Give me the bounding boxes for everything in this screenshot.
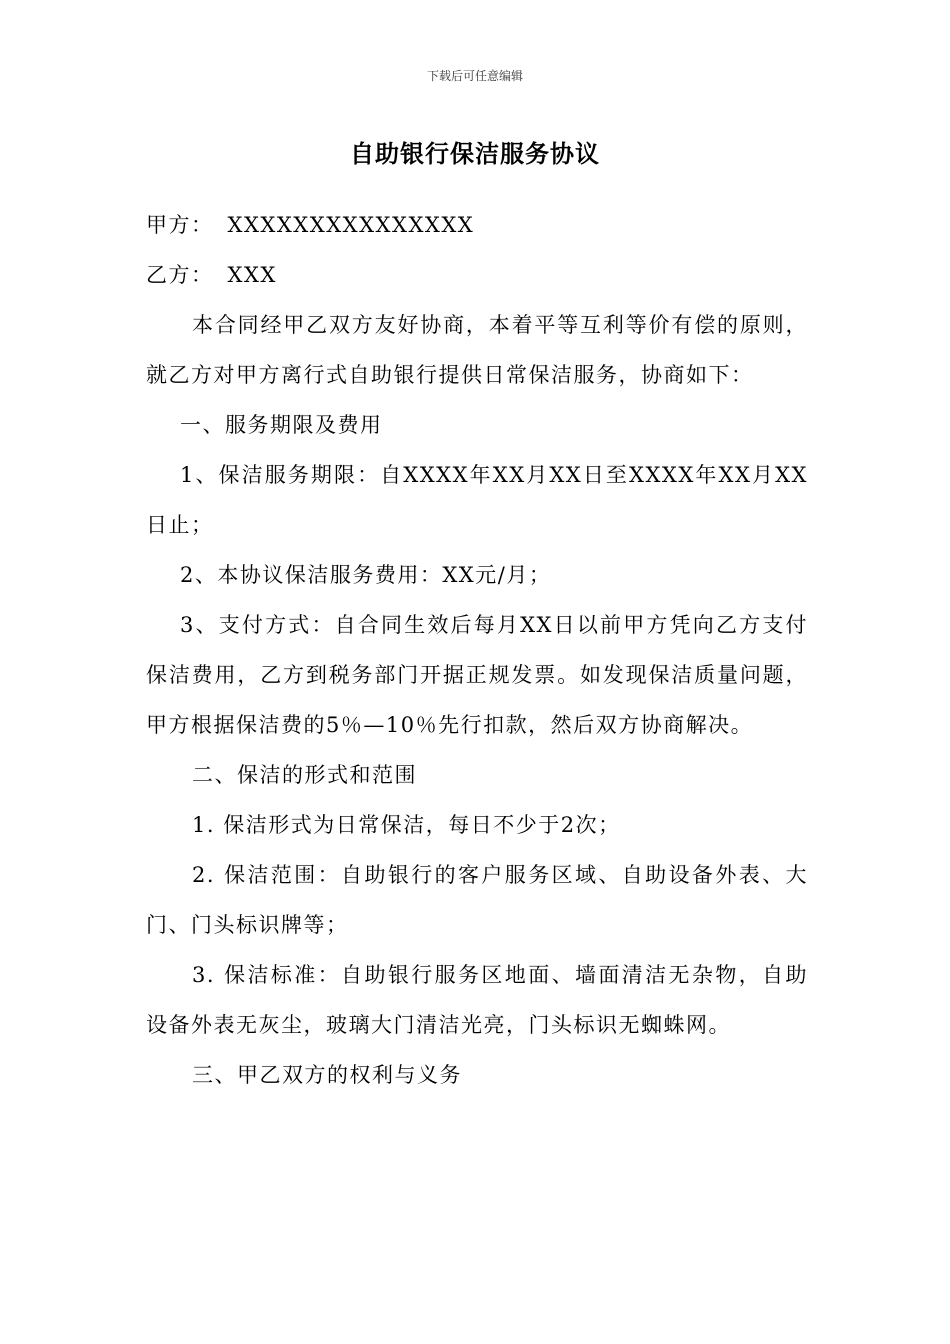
intro-paragraph: 本合同经甲乙双方友好协商，本着平等互利等价有偿的原则，就乙方对甲方离行式自助银行提供日常保洁服务，协商如下： <box>146 313 808 387</box>
section-2-item-2: 2. 保洁范围：自助银行的客户服务区域、自助设备外表、大门、门头标识牌等； <box>146 863 808 937</box>
section-2-item-1: 1. 保洁形式为日常保洁，每日不少于2次； <box>192 813 621 837</box>
party-a-label: 甲方： <box>146 213 214 237</box>
section-1-item-2: 2、本协议保洁服务费用：XX元/月； <box>180 563 552 587</box>
party-b-line <box>146 250 808 300</box>
section-3-heading: 三、甲乙双方的权利与义务 <box>192 1063 462 1087</box>
party-a-line <box>146 200 808 250</box>
section-1-item-1: 1、保洁服务期限：自XXXX年XX月XX日至XXXX年XX月XX日止； <box>146 463 808 537</box>
section-2-item-3: 3. 保洁标准：自助银行服务区地面、墙面清洁无杂物，自助设备外表无灰尘，玻璃大门清洁光亮，门头标识无蜘蛛网。 <box>146 963 808 1037</box>
party-b-label: 乙方： <box>146 263 214 287</box>
party-b-value: XXX <box>227 263 277 287</box>
document-title: 自助银行保洁服务协议 <box>350 140 600 168</box>
header-note: 下载后可任意编辑 <box>426 69 523 83</box>
section-1-item-3: 3、支付方式：自合同生效后每月XX日以前甲方凭向乙方支付保洁费用，乙方到税务部门开据正规发票。如发现保洁质量问题，甲方根据保洁费的5％—10％先行扣款，然后双方协商解决。 <box>146 613 808 737</box>
party-a-value: XXXXXXXXXXXXXXX <box>227 213 475 237</box>
section-1-heading: 一、服务期限及费用 <box>180 413 383 437</box>
section-2-heading: 二、保洁的形式和范围 <box>192 763 417 787</box>
document-body <box>146 200 808 1100</box>
